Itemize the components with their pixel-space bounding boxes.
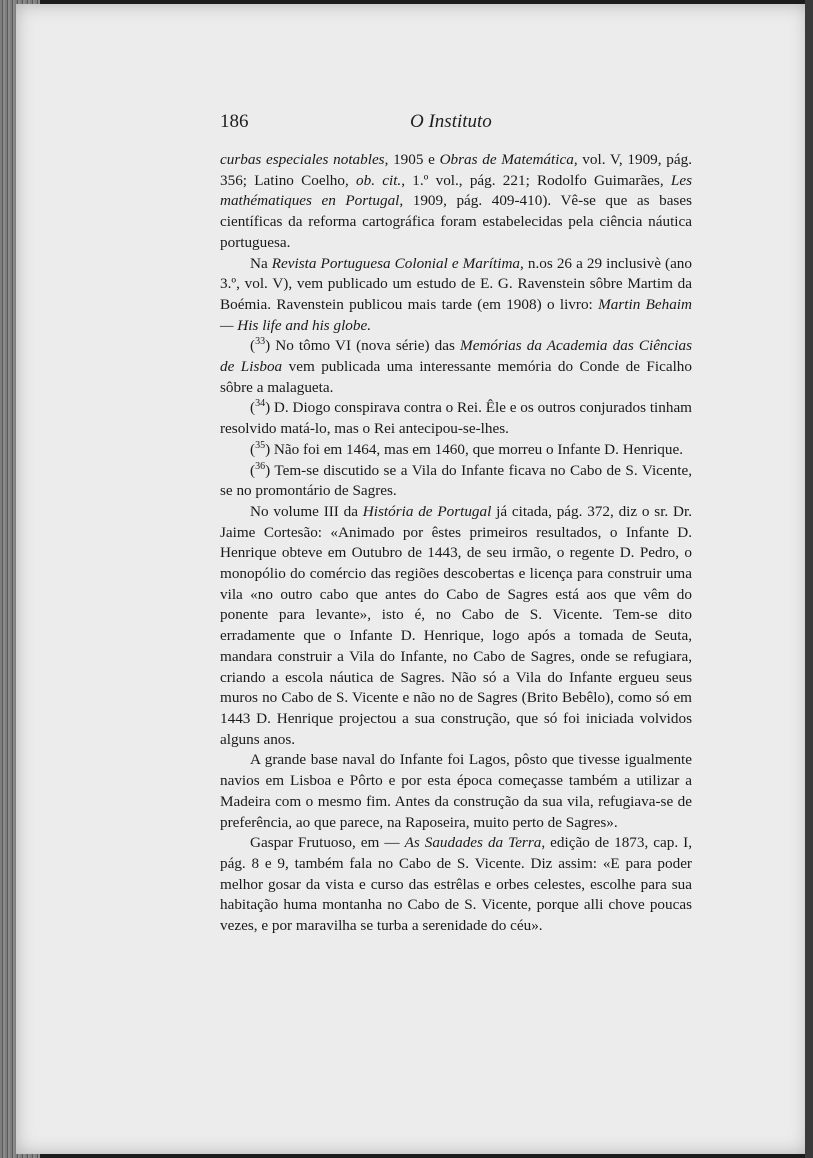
text-run: Na xyxy=(250,254,272,272)
paragraph xyxy=(220,750,692,833)
page-number: 186 xyxy=(220,111,249,132)
journal-title: O Instituto xyxy=(410,111,492,132)
italic-text: Revista Portuguesa Colonial e Marítima xyxy=(271,254,521,272)
footnote-number: 34 xyxy=(255,398,266,410)
paragraph xyxy=(220,833,692,937)
text-run: Gaspar Frutuoso, em — xyxy=(250,834,405,852)
text-run: , edição de 1873, cap. I, pág. 8 e 9, também fala no Cabo de S. Vicente. Diz assim: «E para poder melhor gosar da vista e curso das estrêlas e orbes celestes, escolhe para sua habitação huma montanha no Cabo de S. Vicente, porque alli chove poucas vezes, e por maravilha se turba a serenidade do céu». xyxy=(220,834,693,935)
text-run: D. Diogo conspirava contra o Rei. Êle e os outros conjurados tinham resolvido matá-lo, mas o Rei antecipou-se-lhes. xyxy=(220,399,692,438)
italic-text: História de Portugal xyxy=(362,502,492,520)
italic-text: Martin Behaim — His life and his globe. xyxy=(220,295,692,334)
text-run: No tômo VI (nova série) das xyxy=(270,337,461,355)
footnote-number: 36 xyxy=(255,460,266,472)
footnote-paragraph: ($^{34}$) D. Diogo conspirava contra o Rei. Êle e os outros conjurados tinham resolvido matá-lo, mas o Rei antecipou-se-lhes. xyxy=(220,398,692,438)
paragraph xyxy=(220,254,692,337)
text-run: vem publicada uma interessante memória do Conde de Ficalho sôbre a malagueta. xyxy=(220,358,692,396)
right-page-shadow xyxy=(805,0,813,1158)
italic-text: Obras de Matemática xyxy=(439,151,574,168)
footnote-number: 33 xyxy=(255,336,266,348)
italic-text: curbas especiales notables xyxy=(220,151,385,168)
text-run: já citada, pág. 372, diz o sr. Dr. Jaime Cortesão: «Animado por êstes primeiros resultados, o Infante D. Henrique obteve em Outubro de 1443, de seu irmão, o regente D. Pedro, o monopólio do comércio das regiões descobertas e licença para construir uma vila «no outro cabo que antes do Cabo de Sagres está aos que vêm do ponente para levante», isto é, no Cabo de S. Vicente. Tem-se dito erradamente que o Infante D. Henrique, logo após a tomada de Seuta, mandara construir a Vila do Infante, no Cabo de Sagres, onde se refugiara, criando a escola náutica de Sagres. Não só a Vila do Infante ergueu seus muros no Cabo de S. Vicente e não no de Sagres (Brito Bebêlo), como só em 1443 D. Henrique projectou a sua construção, que só foi iniciada volvidos alguns anos. xyxy=(220,502,692,748)
italic-text: Les mathématiques en Portugal xyxy=(220,171,692,210)
text-run: , 1.º vol., pág. 221; Rodolfo Guimarães, xyxy=(401,171,671,189)
paragraph xyxy=(220,502,692,750)
footnote-paragraph: ($^{36}$) Tem-se discutido se a Vila do Infante ficava no Cabo de S. Vicente, se no promontário de Sagres. xyxy=(220,460,692,500)
paragraph xyxy=(220,150,692,254)
running-head xyxy=(220,111,692,139)
text-run: No volume III da xyxy=(250,502,363,520)
text-run: Não foi em 1464, mas em 1460, que morreu o Infante D. Henrique. xyxy=(270,440,684,458)
footnote-paragraph: ($^{33}$) No tômo VI (nova série) das Memórias da Academia das Ciências de Lisboa vem publicada uma interessante memória do Conde de Ficalho sôbre a malagueta. xyxy=(220,336,692,396)
text-run: , 1905 e xyxy=(384,151,440,168)
text-run: Tem-se discutido se a Vila do Infante ficava no Cabo de S. Vicente, se no promontário de Sagres. xyxy=(220,461,692,500)
footnote-number: 35 xyxy=(255,439,266,451)
text-run: , n.os 26 a 29 inclusivè (ano 3.º, vol. V), vem publicado um estudo de E. G. Ravenstein sôbre Martim da Boémia. Ravenstein publicou mais tarde (em 1908) o livro: xyxy=(220,254,692,313)
italic-text: ob. cit. xyxy=(356,171,402,189)
body-text xyxy=(220,150,692,937)
footnote-paragraph: ($^{35}$) Não foi em 1464, mas em 1460, que morreu o Infante D. Henrique. xyxy=(250,439,684,458)
italic-text: Memórias da Academia das Ciências de Lisboa xyxy=(220,337,692,376)
italic-text: As Saudades da Terra xyxy=(404,834,542,852)
text-run: , 1909, pág. 409-410). Vê-se que as bases científicas da reforma cartográfica foram estabelecidas pela ciência náutica portuguesa. xyxy=(220,192,692,251)
text-run: , vol. V, 1909, pág. 356; Latino Coelho, xyxy=(220,151,692,189)
text-run: A grande base naval do Infante foi Lagos, pôsto que tivesse igualmente navios em Lisboa e Pôrto e por esta época começasse também a utilizar a Madeira com o mesmo fim. Antes da construção da sua vila, refugiava-se de preferência, ao que parece, na Raposeira, muito perto de Sagres». xyxy=(220,751,692,831)
